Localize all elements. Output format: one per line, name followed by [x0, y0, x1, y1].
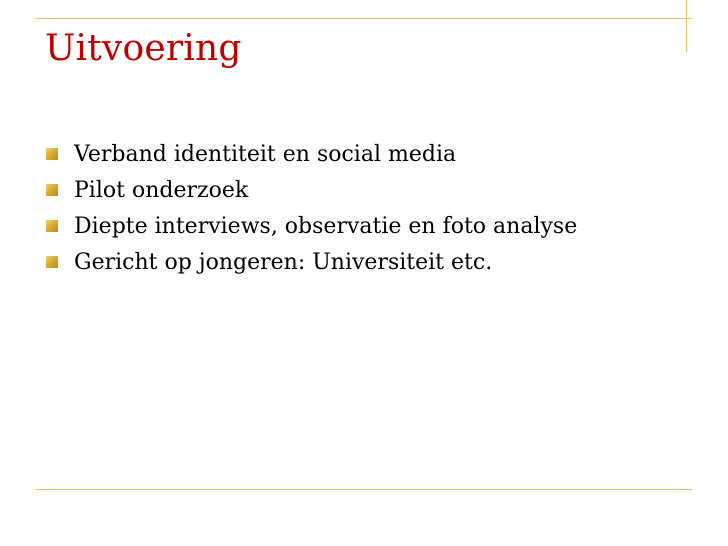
bullet-item [44, 248, 644, 278]
bullet-text: Verband identiteit en social media [74, 142, 457, 167]
gold-square-bullet-icon [46, 256, 58, 268]
bullet-text: Pilot onderzoek [74, 178, 249, 203]
bullet-item [44, 212, 644, 242]
bullet-text: Diepte interviews, observatie en foto analyse [74, 214, 578, 239]
slide-title: Uitvoering [45, 28, 242, 69]
gold-square-bullet-icon [46, 148, 58, 160]
bottom-divider-line [36, 489, 692, 490]
bullet-list [44, 140, 644, 284]
top-divider-line [36, 18, 692, 19]
top-right-vertical-line [686, 0, 687, 52]
bullet-text: Gericht op jongeren: Universiteit etc. [74, 250, 493, 275]
bullet-item [44, 176, 644, 206]
gold-square-bullet-icon [46, 184, 58, 196]
bullet-item [44, 140, 644, 170]
gold-square-bullet-icon [46, 220, 58, 232]
